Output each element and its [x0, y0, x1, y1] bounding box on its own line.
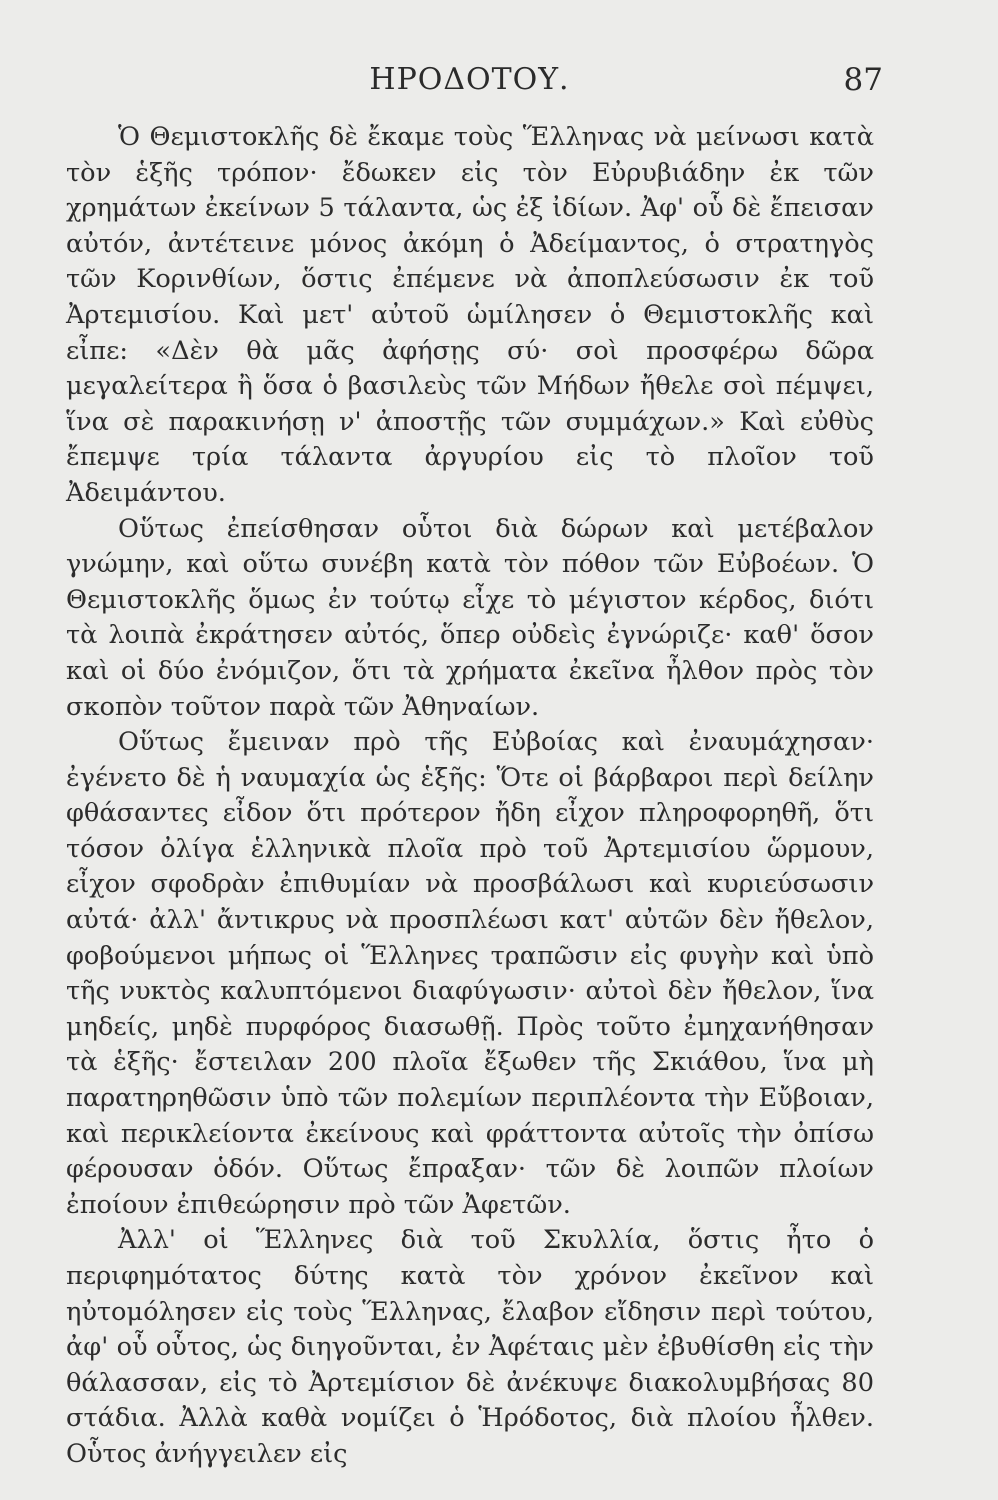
body-text [66, 120, 874, 1473]
paragraph-naval-battle: Οὕτως ἔμειναν πρὸ τῆς Εὐβοίας καὶ ἐναυμάχησαν· ἐγένετο δὲ ἡ ναυμαχία ὡς ἑξῆς: Ὅτε οἱ βάρβαροι περὶ δείλην φθάσαντες εἶδον ὅτι πρότερον ἤδη εἶχον πληροφορηθῆ, ὅτι τόσον ὀλίγα ἑλληνικὰ πλοῖα πρὸ τοῦ Ἀρτεμισίου ὥρμουν, εἶχον σφοδρὰν ἐπιθυμίαν νὰ προσβάλωσι καὶ κυριεύσωσιν αὐτά· ἀλλ' ἄντικρυς νὰ προσπλέωσι κατ' αὐτῶν δὲν ἤθελον, φοβούμενοι μήπως οἱ Ἕλληνες τραπῶσιν εἰς φυγὴν καὶ ὑπὸ τῆς νυκτὸς καλυπτόμενοι διαφύγωσιν· αὐτοὶ δὲν ἤθελον, ἵνα μηδείς, μηδὲ πυρφόρος διασωθῇ. Πρὸς τοῦτο ἐμηχανήθησαν τὰ ἑξῆς· ἔστειλαν 200 πλοῖα ἔξωθεν τῆς Σκιάθου, ἵνα μὴ παρατηρηθῶσιν ὑπὸ τῶν πολεμίων περιπλέοντα τὴν Εὔβοιαν, καὶ περικλείοντα ἐκείνους καὶ φράττοντα αὐτοῖς τὴν ὀπίσω φέρουσαν ὁδόν. Οὕτως ἔπραξαν· τῶν δὲ λοιπῶν πλοίων ἐποίουν ἐπιθεώρησιν πρὸ τῶν Ἀφετῶν. [66, 727, 874, 1220]
page-number: 87 [843, 62, 883, 98]
page-header [66, 62, 883, 108]
running-title: ΗΡΟΔΟΤΟΥ. [369, 62, 570, 97]
paragraph-persuaded-by-gifts: Οὕτως ἐπείσθησαν οὗτοι διὰ δώρων καὶ μετέβαλον γνώμην, καὶ οὕτω συνέβη κατὰ τὸν πόθον τῶν Εὐβοέων. Ὁ Θεμιστοκλῆς ὅμως ἐν τούτῳ εἶχε τὸ μέγιστον κέρδος, διότι τὰ λοιπὰ ἐκράτησεν αὐτός, ὅπερ οὐδεὶς ἐγνώριζε· καθ' ὅσον καὶ οἱ δύο ἐνόμιζον, ὅτι τὰ χρήματα ἐκεῖνα ἦλθον πρὸς τὸν σκοπὸν τοῦτον παρὰ τῶν Ἀθηναίων. [66, 513, 874, 722]
paragraph-skyllias: Ἀλλ' οἱ Ἕλληνες διὰ τοῦ Σκυλλία, ὅστις ἦτο ὁ περιφημότατος δύτης κατὰ τὸν χρόνον ἐκεῖνον καὶ ηὐτομόλησεν εἰς τοὺς Ἕλληνας, ἔλαβον εἴδησιν περὶ τούτου, ἀφ' οὗ οὗτος, ὡς διηγοῦνται, ἐν Ἀφέταις μὲν ἐβυθίσθη εἰς τὴν θάλασσαν, εἰς τὸ Ἀρτεμίσιον δὲ ἀνέκυψε διακολυμβήσας 80 στάδια. Ἀλλὰ καθὰ νομίζει ὁ Ἡρόδοτος, διὰ πλοίου ἦλθεν. Οὗτος ἀνήγγειλεν εἰς [66, 1225, 874, 1469]
paragraph-themistocles-bribes: Ὁ Θεμιστοκλῆς δὲ ἔκαμε τοὺς Ἕλληνας νὰ μείνωσι κατὰ τὸν ἑξῆς τρόπον· ἔδωκεν εἰς τὸν Εὐρυβιάδην ἐκ τῶν χρημάτων ἐκείνων 5 τάλαντα, ὡς ἐξ ἰδίων. Ἀφ' οὗ δὲ ἔπεισαν αὐτόν, ἀντέτεινε μόνος ἀκόμη ὁ Ἀδείμαντος, ὁ στρατηγὸς τῶν Κορινθίων, ὅστις ἐπέμενε νὰ ἀποπλεύσωσιν ἐκ τοῦ Ἀρτεμισίου. Καὶ μετ' αὐτοῦ ὡμίλησεν ὁ Θεμιστοκλῆς καὶ εἶπε: «Δὲν θὰ μᾶς ἀφήσῃς σύ· σοὶ προσφέρω δῶρα μεγαλείτερα ἢ ὅσα ὁ βασιλεὺς τῶν Μήδων ἤθελε σοὶ πέμψει, ἵνα σὲ παρακινήσῃ ν' ἀποστῇς τῶν συμμάχων.» Καὶ εὐθὺς ἔπεμψε τρία τάλαντα ἀργυρίου εἰς τὸ πλοῖον τοῦ Ἀδειμάντου. [66, 122, 874, 508]
